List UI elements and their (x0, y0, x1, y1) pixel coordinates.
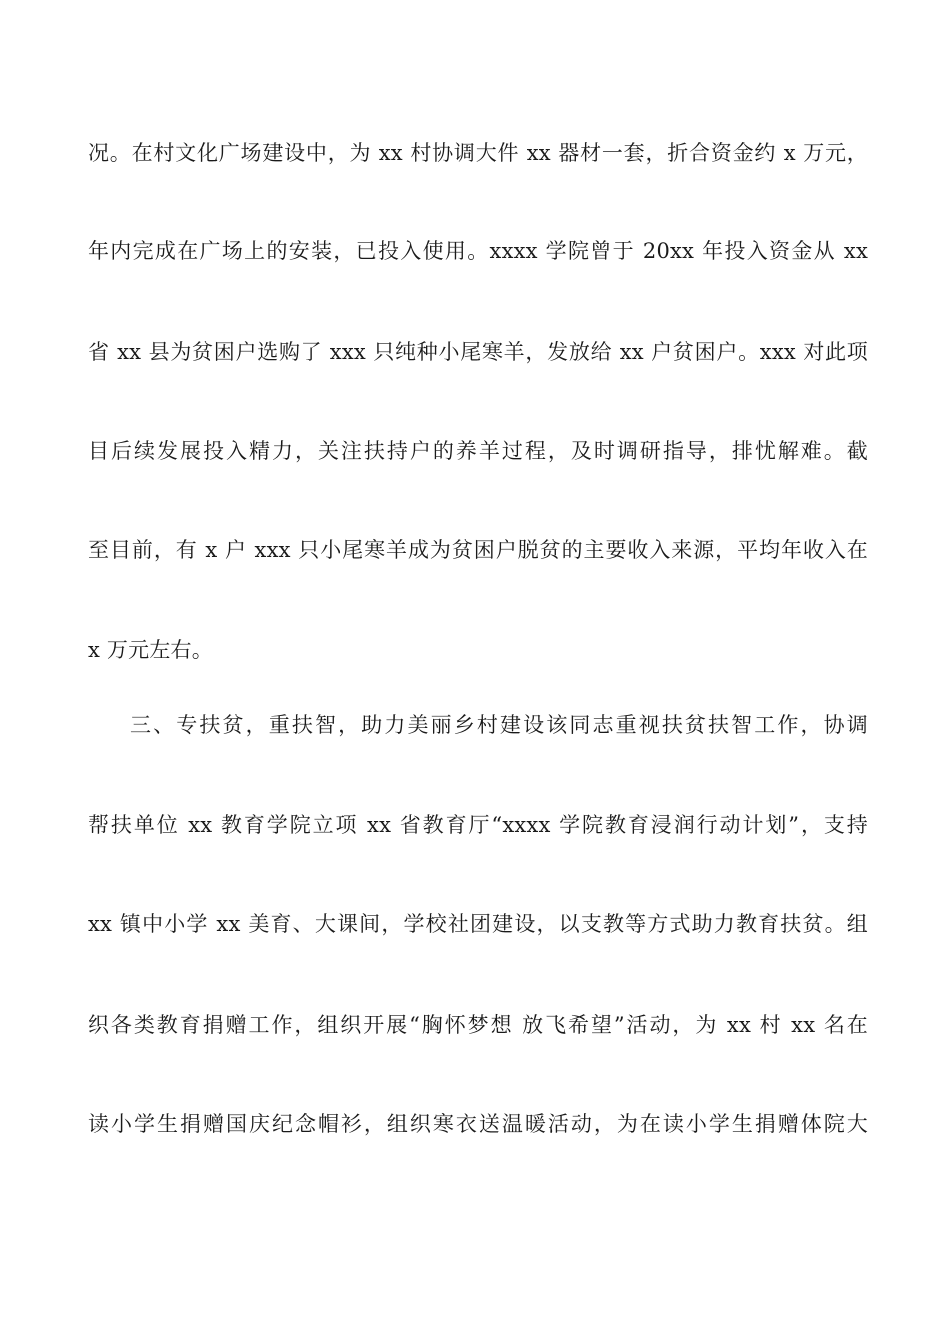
paragraph-line: 织各类教育捐赠工作，组织开展“胸怀梦想 放飞希望”活动，为 xx 村 xx 名在 (88, 1013, 868, 1037)
paragraph-line: 至目前，有 x 户 xxx 只小尾寒羊成为贫困户脱贫的主要收入来源，平均年收入在 (88, 538, 868, 562)
section-heading-line: 三、专扶贫，重扶智，助力美丽乡村建设该同志重视扶贫扶智工作，协调 (130, 713, 868, 737)
paragraph-line: 年内完成在广场上的安装，已投入使用。xxxx 学院曾于 20xx 年投入资金从 xx (88, 239, 868, 263)
paragraph-line: 目后续发展投入精力，关注扶持户的养羊过程，及时调研指导，排忧解难。截 (88, 439, 868, 463)
paragraph-line: 读小学生捐赠国庆纪念帽衫，组织寒衣送温暖活动，为在读小学生捐赠体院大 (88, 1112, 868, 1136)
paragraph-line: xx 镇中小学 xx 美育、大课间，学校社团建设，以支教等方式助力教育扶贫。组 (88, 912, 868, 936)
paragraph-line: 省 xx 县为贫困户选购了 xxx 只纯种小尾寒羊，发放给 xx 户贫困户。xxx 对此项 (88, 340, 868, 364)
paragraph-line: 况。在村文化广场建设中，为 xx 村协调大件 xx 器材一套，折合资金约 x 万元， (88, 141, 868, 165)
paragraph-line: x 万元左右。 (88, 638, 213, 662)
paragraph-line: 帮扶单位 xx 教育学院立项 xx 省教育厅“xxxx 学院教育浸润行动计划”，支持 (88, 813, 868, 837)
